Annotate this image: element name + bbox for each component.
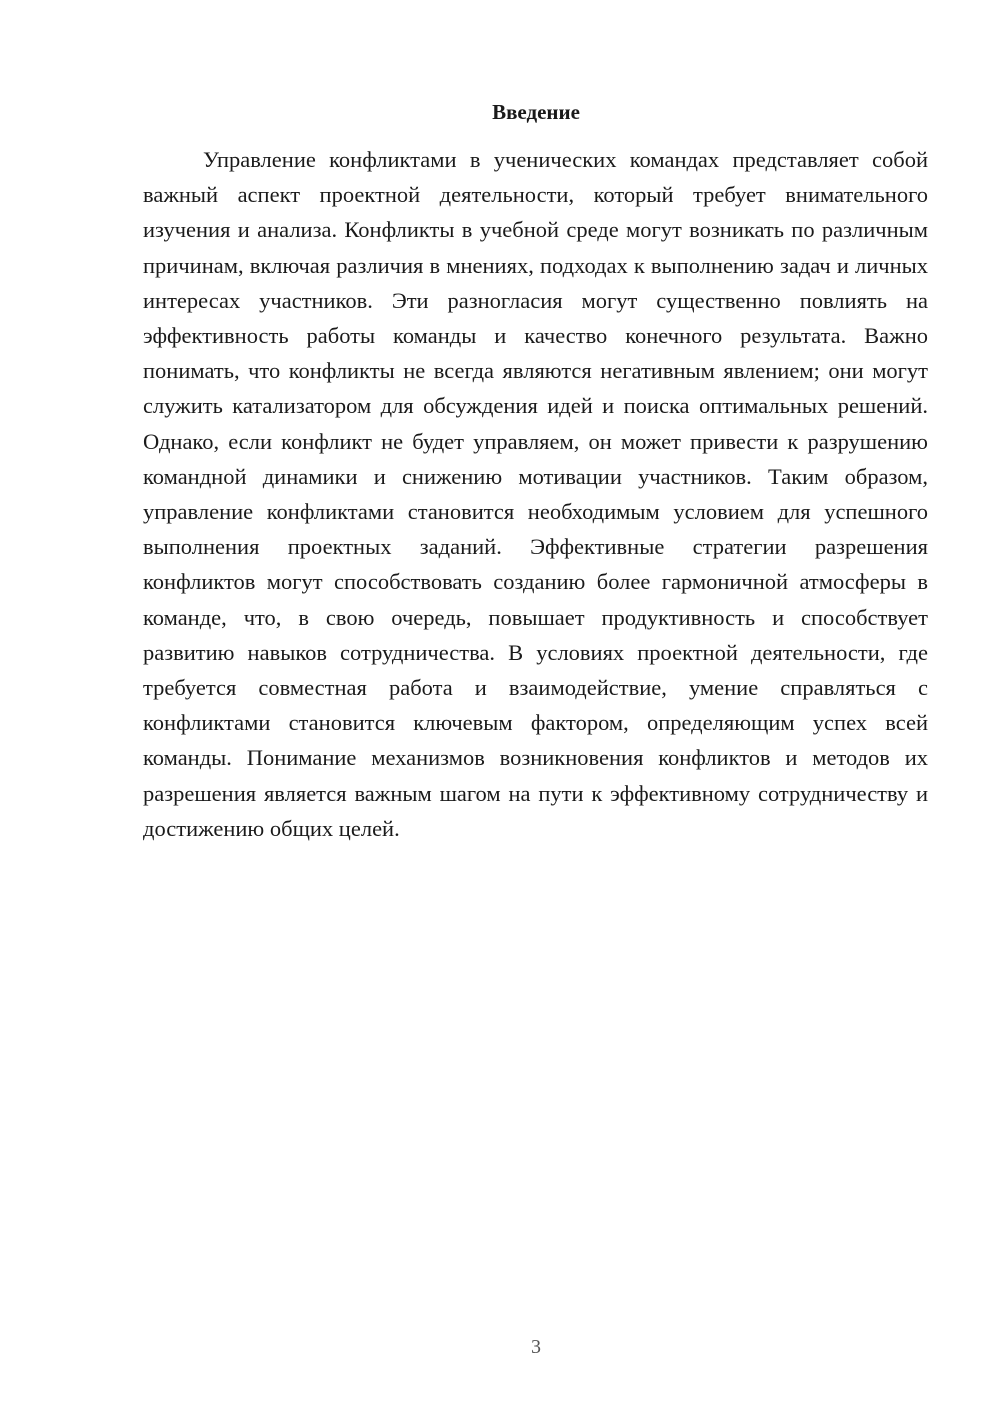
section-heading: Введение (492, 100, 580, 124)
body-paragraph: Управление конфликтами в ученических командах представляет собой важный аспект проектной деятельности, который требует внимательного изучения и анализа. Конфликты в учебной среде могут возникать по различным причинам, включая различия в мнениях, подходах к выполнению задач и личных интересах участников. Эти разногласия могут существенно повлиять на эффективность работы команды и качество конечного результата. Важно понимать, что конфликты не всегда являются негативным явлением; они могут служить катализатором для обсуждения идей и поиска оптимальных решений. Однако, если конфликт не будет управляем, он может привести к разрушению командной динамики и снижению мотивации участников. Таким образом, управление конфликтами становится необходимым условием для успешного выполнения проектных заданий. Эффективные стратегии разрешения конфликтов могут способствовать созданию более гармоничной атмосферы в команде, что, в свою очередь, повышает продуктивность и способствует развитию навыков сотрудничества. В условиях проектной деятельности, где требуется совместная работа и взаимодействие, умение справляться с конфликтами становится ключевым фактором, определяющим успех всей команды. Понимание механизмов возникновения конфликтов и методов их разрешения является важным шагом на пути к эффективному сотрудничеству и достижению общих целей. (143, 147, 928, 841)
page-number: 3 (531, 1336, 541, 1358)
